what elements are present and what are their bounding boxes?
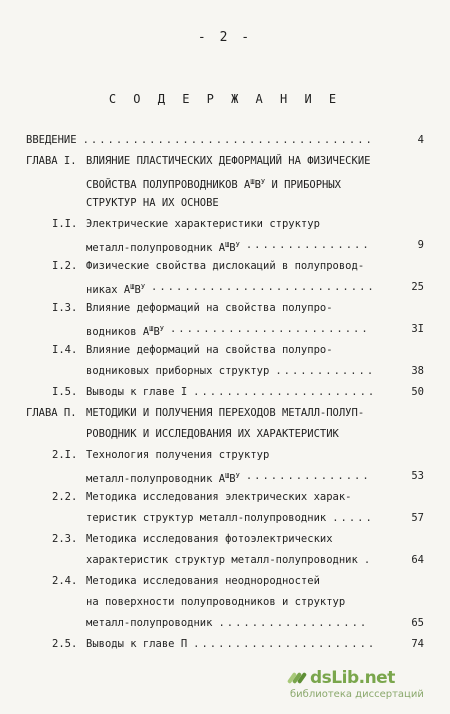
toc-line-text: Влияние деформаций на свойства полупро- [86, 344, 333, 356]
toc-entry-number: 2.3. [52, 533, 78, 545]
toc-line-text: СВОЙСТВА ПОЛУПРОВОДНИКОВ $А^ШВ^У$ И ПРИБОРНЫХ [86, 178, 341, 191]
toc-line [0, 298, 450, 319]
toc-entry [0, 130, 450, 151]
toc-line [0, 361, 450, 382]
toc-entry [0, 151, 450, 214]
toc-line [0, 340, 450, 361]
toc-leader-dots: . [363, 554, 373, 566]
toc-line [0, 172, 450, 193]
toc-entry [0, 634, 450, 655]
toc-line [0, 529, 450, 550]
toc-entry [0, 403, 450, 445]
toc-entry-number: 2.I. [52, 449, 78, 461]
toc-line-text: Выводы к главе I [86, 386, 188, 398]
toc-page-number: 4 [417, 134, 424, 146]
toc-line-text: водниковых приборных структур [86, 365, 270, 377]
toc-entry [0, 571, 450, 634]
toc-line-text: Методика исследования электрических харак- [86, 491, 352, 503]
toc-line [0, 151, 450, 172]
toc-page-number: 74 [411, 638, 424, 650]
toc-entry [0, 214, 450, 256]
toc-line-text: теристик структур металл-полупроводник [86, 512, 327, 524]
toc-leader-dots: ...................... [193, 386, 377, 398]
toc-line [0, 592, 450, 613]
toc-entry-number: ГЛАВА П. [26, 407, 77, 419]
toc-line-text: Электрические характеристики структур [86, 218, 320, 230]
toc-line-text: ВВЕДЕНИЕ [26, 134, 77, 146]
toc-line-text: Методика исследования неоднородностей [86, 575, 320, 587]
toc-leader-dots: ........................... [151, 281, 376, 293]
toc-line-text: Влияние деформаций на свойства полупро- [86, 302, 333, 314]
toc-entry-number: I.I. [52, 218, 78, 230]
toc-line-text: Физические свойства дислокаций в полупровод- [86, 260, 365, 272]
toc-leader-dots: ............... [245, 470, 371, 482]
toc-line [0, 445, 450, 466]
toc-page-number: 53 [411, 470, 424, 482]
contents-heading: С О Д Е Р Ж А Н И Е [108, 92, 342, 106]
watermark-tagline: библиотека диссертаций [290, 689, 424, 700]
toc-line [0, 403, 450, 424]
toc-entry [0, 298, 450, 340]
toc-line [0, 571, 450, 592]
toc-page-number: 50 [411, 386, 424, 398]
toc-page-number: 9 [417, 239, 424, 251]
toc-line [0, 424, 450, 445]
toc-entry [0, 340, 450, 382]
toc-page-number: 38 [411, 365, 424, 377]
toc-page-number: 64 [411, 554, 424, 566]
toc-leader-dots: ................................... [82, 134, 374, 146]
toc-line-text: МЕТОДИКИ И ПОЛУЧЕНИЯ ПЕРЕХОДОВ МЕТАЛЛ-ПОЛУП- [86, 407, 365, 419]
table-of-contents [0, 130, 450, 655]
toc-line [0, 508, 450, 529]
watermark [288, 668, 448, 700]
toc-entry [0, 529, 450, 571]
toc-line-text: Выводы к главе П [86, 638, 188, 650]
toc-entry [0, 487, 450, 529]
toc-line-text: характеристик структур металл-полупроводник [86, 554, 358, 566]
toc-page-number: 65 [411, 617, 424, 629]
toc-line-text: на поверхности полупроводников и структур [86, 596, 346, 608]
toc-page-number: 57 [411, 512, 424, 524]
toc-line-text: СТРУКТУР НА ИХ ОСНОВЕ [86, 197, 219, 209]
toc-line [0, 487, 450, 508]
toc-line [0, 277, 450, 298]
toc-line-text: водников $А^ШВ^У$ [86, 325, 164, 338]
toc-entry-number: 2.2. [52, 491, 78, 503]
toc-line-text: ВЛИЯНИЕ ПЛАСТИЧЕСКИХ ДЕФОРМАЦИЙ НА ФИЗИЧЕСКИЕ [86, 155, 371, 167]
toc-line [0, 214, 450, 235]
toc-entry-number: 2.4. [52, 575, 78, 587]
page-number: - 2 - [197, 30, 253, 45]
toc-line-text: металл-полупроводник [86, 617, 213, 629]
toc-entry [0, 256, 450, 298]
toc-entry-number: I.2. [52, 260, 78, 272]
toc-line [0, 466, 450, 487]
toc-line [0, 613, 450, 634]
toc-line-text: Методика исследования фотоэлектрических [86, 533, 333, 545]
toc-line [0, 256, 450, 277]
toc-entry-number: I.3. [52, 302, 78, 314]
toc-entry [0, 445, 450, 487]
toc-leader-dots: ..... [332, 512, 374, 524]
toc-line-text: никах $А^ШВ^У$ [86, 283, 146, 296]
toc-line-text: металл-полупроводник $А^ШВ^У$ [86, 472, 240, 485]
toc-entry-number: I.5. [52, 386, 78, 398]
dslib-logo-icon [288, 671, 306, 685]
toc-leader-dots: ...................... [193, 638, 377, 650]
toc-entry-number: ГЛАВА I. [26, 155, 77, 167]
toc-entry-number: I.4. [52, 344, 78, 356]
toc-line [0, 319, 450, 340]
toc-line [0, 130, 450, 151]
toc-page-number: 25 [411, 281, 424, 293]
toc-line [0, 634, 450, 655]
toc-leader-dots: ........................ [169, 323, 370, 335]
toc-line-text: РОВОДНИК И ИССЛЕДОВАНИЯ ИХ ХАРАКТЕРИСТИК [86, 428, 339, 440]
toc-leader-dots: ............ [275, 365, 376, 377]
toc-line [0, 193, 450, 214]
toc-entry [0, 382, 450, 403]
toc-line [0, 550, 450, 571]
toc-line [0, 382, 450, 403]
toc-leader-dots: .................. [218, 617, 369, 629]
toc-page-number: 3I [411, 323, 424, 335]
toc-leader-dots: ............... [245, 239, 371, 251]
toc-line [0, 235, 450, 256]
toc-line-text: Технология получения структур [86, 449, 270, 461]
toc-entry-number: 2.5. [52, 638, 78, 650]
toc-line-text: металл-полупроводник $А^ШВ^У$ [86, 241, 240, 254]
watermark-name: dsLib.net [310, 668, 395, 688]
